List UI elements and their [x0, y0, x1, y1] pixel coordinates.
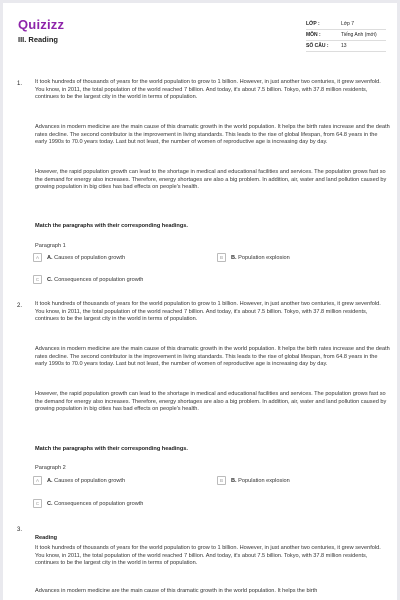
answer-option-a[interactable]: [33, 253, 125, 262]
passage-paragraph-3: [35, 391, 391, 414]
question-subheading: [35, 234, 391, 252]
question-subheading: [35, 456, 391, 474]
option-letter: A: [33, 476, 42, 485]
passage-paragraph-3: [35, 169, 391, 192]
question-title: [35, 526, 391, 544]
option-key: C.: [47, 500, 53, 507]
paragraph-text: However, the rapid population growth can lead to the shortage in medical and educational facilities and services. The population grows fast so the demand for energy also increases. Therefore, energy shortages are also a big problem. In addition, air, water and land pollution caused by growing population in big cities has bad effects on people's health.: [35, 169, 387, 191]
option-label: Consequences of population growth: [54, 500, 144, 507]
question-number: 1.: [17, 81, 23, 87]
option-label: Causes of population growth: [54, 254, 126, 261]
question-title-text: Reading: [35, 535, 58, 541]
quizizz-logo: Quizizz: [18, 17, 65, 32]
option-label: Population explosion: [238, 254, 290, 261]
option-text: [47, 277, 143, 283]
option-key: A.: [47, 254, 53, 261]
passage-paragraph-2: [35, 588, 391, 596]
option-text: [47, 501, 143, 507]
option-letter: B: [217, 253, 226, 262]
option-key: A.: [47, 477, 53, 484]
question-instruction: [35, 214, 391, 232]
meta-label: MÔN :: [306, 32, 321, 38]
option-letter: C: [33, 275, 42, 284]
paragraph-text: Advances in modern medicine are the main cause of this dramatic growth in the world population. It helps the birth rates increase and the death rates decline. The second contributor is the improvement in living standards. This leads to the rise of global lifespan, from 64.8 years in the early 1990s to 70.0 years today. Last but not least, the number of women of reproductive age is increasing day by day.: [35, 124, 390, 146]
option-label: Causes of population growth: [54, 477, 126, 484]
meta-row-count: [306, 41, 386, 52]
meta-label: LỚP :: [306, 21, 320, 27]
answer-option-b[interactable]: [217, 476, 290, 485]
meta-row-class: [306, 19, 386, 30]
option-key: C.: [47, 276, 53, 283]
question-number: 3.: [17, 527, 23, 533]
worksheet-page: [3, 3, 397, 600]
paragraph-text: However, the rapid population growth can lead to the shortage in medical and educational facilities and services. The population grows fast so the demand for energy also increases. Therefore, energy shortages are also a big problem. In addition, air, water and land pollution caused by growing population in big cities has bad effects on people's health.: [35, 391, 387, 413]
question-number: 2.: [17, 303, 23, 309]
meta-value: 13: [341, 43, 347, 49]
passage-paragraph-1: [35, 79, 391, 102]
option-key: B.: [231, 477, 237, 484]
passage-paragraph-1: [35, 301, 391, 324]
option-text: [231, 478, 290, 484]
passage-paragraph-2: [35, 124, 391, 147]
answer-option-c[interactable]: [33, 275, 143, 284]
paragraph-text: It took hundreds of thousands of years for the world population to grow to 1 billion. However, in just another two centuries, it grew sevenfold. You know, in 2011, the total population of the world reached 7 billion. And today, it's about 7.5 billion. Tokyo, with 37.8 million residents, continues to be the largest city in the world in terms of population.: [35, 301, 381, 323]
meta-row-subject: [306, 30, 386, 41]
answer-option-a[interactable]: [33, 476, 125, 485]
option-letter: A: [33, 253, 42, 262]
section-title: III. Reading: [18, 35, 59, 44]
option-letter: B: [217, 476, 226, 485]
subheading-text: Paragraph 1: [35, 243, 66, 249]
option-key: B.: [231, 254, 237, 261]
meta-value: Lớp 7: [341, 21, 355, 27]
paragraph-text: Advances in modern medicine are the main cause of this dramatic growth in the world population. It helps the birth: [35, 588, 318, 594]
instruction-text: Match the paragraphs with their corresponding headings.: [35, 223, 188, 229]
option-label: Population explosion: [238, 477, 290, 484]
meta-value: Tiếng Anh (mới): [341, 32, 377, 38]
answer-option-b[interactable]: [217, 253, 290, 262]
option-text: [47, 255, 125, 261]
passage-paragraph-1: [35, 545, 391, 568]
question-instruction: [35, 437, 391, 455]
option-letter: C: [33, 499, 42, 508]
paragraph-text: It took hundreds of thousands of years for the world population to grow to 1 billion. However, in just another two centuries, it grew sevenfold. You know, in 2011, the total population of the world reached 7 billion. And today, it's about 7.5 billion. Tokyo, with 37.8 million residents, continues to be the largest city in the world in terms of population.: [35, 79, 381, 101]
answer-option-c[interactable]: [33, 499, 143, 508]
subheading-text: Paragraph 2: [35, 465, 66, 471]
option-text: [47, 478, 125, 484]
paragraph-text: It took hundreds of thousands of years for the world population to grow to 1 billion. However, in just another two centuries, it grew sevenfold. You know, in 2011, the total population of the world reached 7 billion. And today, it's about 7.5 billion. Tokyo, with 37.8 million residents, continues to be the largest city in the world in terms of population.: [35, 545, 381, 567]
meta-label: SỐ CÂU :: [306, 43, 329, 49]
paragraph-text: Advances in modern medicine are the main cause of this dramatic growth in the world population. It helps the birth rates increase and the death rates decline. The second contributor is the improvement in living standards. This leads to the rise of global lifespan, from 64.8 years in the early 1990s to 70.0 years today. Last but not least, the number of women of reproductive age is increasing day by day.: [35, 346, 390, 368]
option-text: [231, 255, 290, 261]
passage-paragraph-2: [35, 346, 391, 369]
option-label: Consequences of population growth: [54, 276, 144, 283]
instruction-text: Match the paragraphs with their corresponding headings.: [35, 446, 188, 452]
worksheet-meta: [306, 19, 386, 52]
